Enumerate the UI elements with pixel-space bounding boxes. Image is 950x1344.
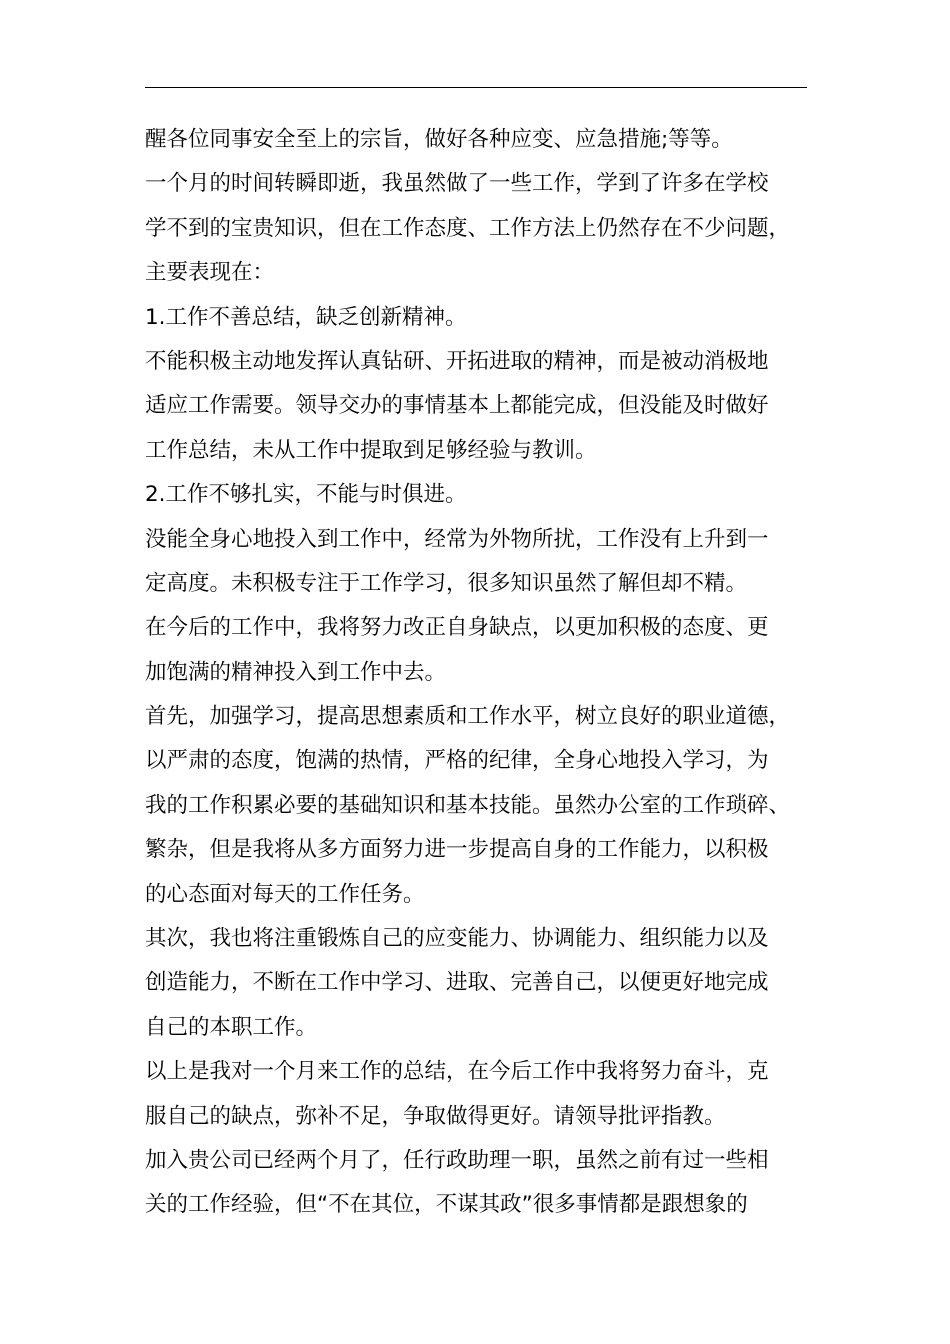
text-line: 以上是我对一个月来工作的总结，在今后工作中我将努力奋斗，克: [145, 1059, 769, 1085]
text-line: 的心态面对每天的工作任务。: [145, 881, 425, 907]
text-line: 我的工作积累必要的基础知识和基本技能。虽然办公室的工作琐碎、: [145, 792, 791, 818]
text-line: 以严肃的态度，饱满的热情，严格的纪律，全身心地投入学习，为: [145, 748, 769, 774]
text-line: 没能全身心地投入到工作中，经常为外物所扰，工作没有上升到一: [145, 526, 769, 552]
text-line: 首先，加强学习，提高思想素质和工作水平，树立良好的职业道德，: [145, 704, 791, 730]
text-line: 不能积极主动地发挥认真钻研、开拓进取的精神，而是被动消极地: [145, 348, 769, 374]
text-line: 主要表现在：: [145, 260, 275, 286]
text-line: 2.工作不够扎实，不能与时俱进。: [145, 482, 467, 508]
text-line: 创造能力，不断在工作中学习、进取、完善自己，以便更好地完成: [145, 970, 769, 996]
text-line: 关的工作经验，但“不在其位，不谋其政”很多事情都是跟想象的: [145, 1192, 748, 1218]
header-divider: [145, 87, 807, 88]
text-line: 加饱满的精神投入到工作中去。: [145, 659, 447, 685]
text-line: 自己的本职工作。: [145, 1014, 318, 1040]
text-line: 其次，我也将注重锻炼自己的应变能力、协调能力、组织能力以及: [145, 926, 769, 952]
text-line: 在今后的工作中，我将努力改正自身缺点，以更加积极的态度、更: [145, 615, 769, 641]
text-line: 繁杂，但是我将从多方面努力进一步提高自身的工作能力，以积极: [145, 837, 769, 863]
text-line: 加入贵公司已经两个月了，任行政助理一职，虽然之前有过一些相: [145, 1147, 769, 1173]
text-line: 工作总结，未从工作中提取到足够经验与教训。: [145, 437, 597, 463]
text-line: 适应工作需要。领导交办的事情基本上都能完成，但没能及时做好: [145, 393, 769, 419]
text-line: 学不到的宝贵知识，但在工作态度、工作方法上仍然存在不少问题，: [145, 215, 791, 241]
text-line: 1.工作不善总结，缺乏创新精神。: [145, 304, 467, 330]
text-line: 一个月的时间转瞬即逝，我虽然做了一些工作，学到了许多在学校: [145, 171, 769, 197]
text-line: 服自己的缺点，弥补不足，争取做得更好。请领导批评指教。: [145, 1103, 726, 1129]
text-line: 醒各位同事安全至上的宗旨，做好各种应变、应急措施;等等。: [145, 127, 733, 152]
document-body: [145, 118, 835, 1228]
text-line: 定高度。未积极专注于工作学习，很多知识虽然了解但却不精。: [145, 570, 748, 596]
